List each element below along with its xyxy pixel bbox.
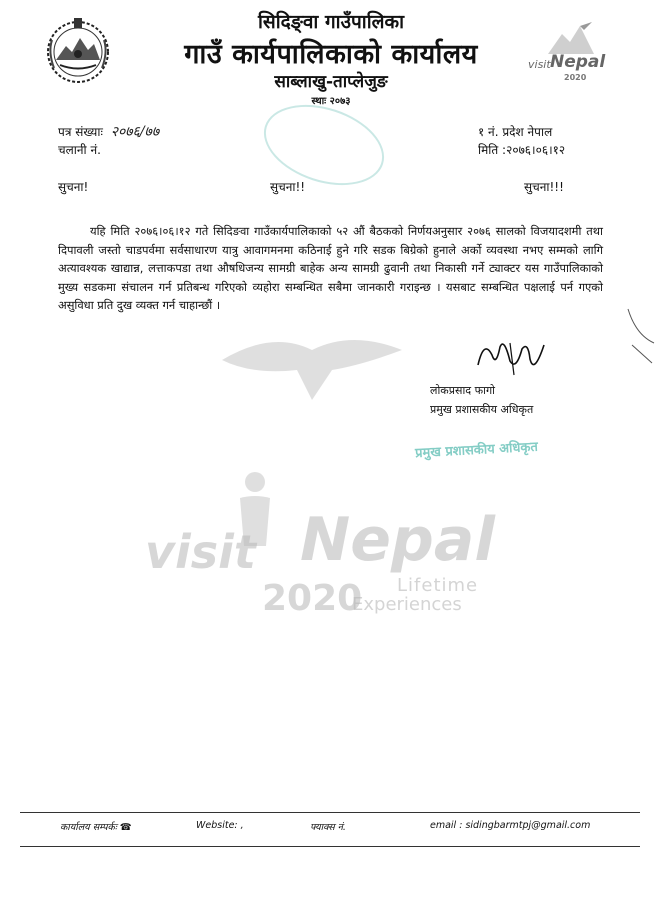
watermark-lifetime: Lifetime	[397, 575, 479, 596]
province-name: १ नं. प्रदेश नेपाल	[478, 125, 553, 139]
footer-bottom-rule	[20, 846, 640, 847]
mountain-logo-icon	[542, 20, 602, 56]
handwritten-signature	[470, 335, 560, 380]
notice-label-2: सुचना!!	[270, 180, 306, 194]
watermark-bird-icon	[212, 320, 412, 410]
office-title: गाउँ कार्यपालिकाको कार्यालय	[184, 39, 478, 70]
footer-email: email : sidingbarmtpj@gmail.com	[430, 820, 591, 831]
notice-body-text: यहि मिति २०७६।०६।१२ गते सिदिङवा गाउँकार्यपालिकाको ५२ औं बैठकको निर्णयअनुसार २०७६ सालको विजयादशमी तथा दिपावली जस्तो चाडपर्वमा सर्वसाधारण यात्रु आवागमनमा कठिनाई हुने गरि सडक बिग्रेको हुनाले अर्को व्यवस्था नभए सम्मको लागि अत्यावश्यक खाद्यान्न, लत्ताकपडा तथा औषधिजन्य सामग्री बाहेक अन्य सामग्री ढुवानी तथा निकासी गर्ने ट्याक्टर यस गाउँपालिकाको मुख्य सडकमा संचालन गर्न प्रतिबन्ध गरिएको व्यहोरा सम्बन्धित सबैमा जानकारी गराइन्छ । यसबाट सम्बन्धित पक्षलाई पर्न गएको असुविधा प्रति दुख व्यक्त गर्न चाहान्छौं ।	[58, 224, 603, 313]
watermark-nepal: Nepal	[300, 505, 495, 575]
signatory-title: प्रमुख प्रशासकीय अधिकृत	[430, 403, 534, 416]
letter-number-value: २०७६/७७	[110, 124, 160, 140]
watermark-visit: visit	[145, 525, 256, 579]
visit-nepal-logo	[520, 18, 610, 90]
watermark-year: 2020	[262, 578, 363, 619]
notice-label-1: सुचना!	[58, 180, 89, 194]
footer-fax: फ्याक्स नं.	[310, 822, 346, 833]
letter-number-label: पत्र संख्याः	[58, 125, 103, 139]
logo-nepal-text: Nepal	[550, 52, 606, 72]
logo-visit-text: visit	[528, 58, 551, 71]
margin-mark	[626, 305, 656, 365]
footer-website: Website: ,	[196, 820, 244, 831]
dispatch-number-label: चलानी नं.	[58, 143, 101, 157]
letter-date: मिति :२०७६।०६।१२	[478, 143, 566, 157]
logo-year-text: 2020	[564, 73, 587, 82]
watermark-experiences: Experiences	[352, 594, 462, 615]
signatory-stamp: प्रमुख प्रशासकीय अधिकृत	[414, 439, 539, 462]
municipality-name: सिदिङ्वा गाउँपालिका	[257, 11, 405, 33]
notice-label-3: सुचना!!!	[524, 180, 564, 194]
office-address: साब्लाखु-ताप्लेजुङ	[274, 72, 388, 92]
signatory-name: लोकप्रसाद फागो	[430, 384, 496, 397]
established-year: स्थाः २०७३	[311, 96, 351, 107]
letter-reference-block	[58, 123, 159, 159]
footer-office-phone: कार्यालय सम्पर्कः ☎	[60, 822, 132, 833]
footer-top-rule	[20, 812, 640, 813]
province-date-block	[478, 123, 565, 159]
notice-body	[58, 222, 603, 315]
